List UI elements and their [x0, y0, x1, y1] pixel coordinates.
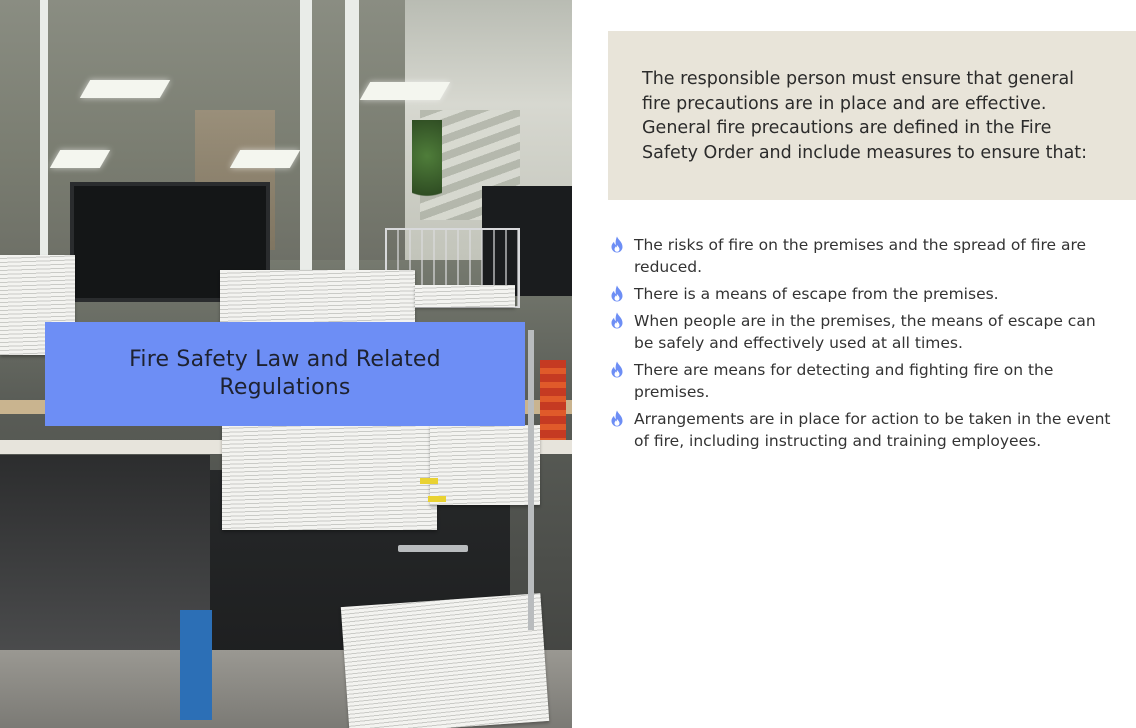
- list-item: [608, 359, 1118, 403]
- photo-ceiling-light: [230, 150, 300, 168]
- intro-panel: [608, 31, 1136, 200]
- list-item: [608, 408, 1118, 452]
- photo-cabinet-handle: [398, 545, 468, 552]
- intro-text: The responsible person must ensure that general fire precautions are in place and are effective. General fire precautions are defined in the Fire Safety Order and include measures to ensure that:: [642, 69, 1088, 163]
- list-item: [608, 283, 1118, 305]
- photo-ceiling-light: [360, 82, 450, 100]
- photo-under-desk: [0, 455, 210, 650]
- photo-paper-tab: [420, 478, 438, 484]
- flame-icon: [609, 285, 625, 303]
- photo-plant: [412, 120, 442, 210]
- list-item: [608, 234, 1118, 278]
- flame-icon: [609, 410, 625, 428]
- flame-icon: [609, 312, 625, 330]
- photo-paper-stack: [415, 285, 515, 307]
- photo-paper-tab: [428, 496, 446, 502]
- precautions-list: [608, 234, 1118, 457]
- photo-paper-stack: [222, 425, 437, 530]
- list-item-text: There are means for detecting and fighting fire on the premises.: [634, 361, 1054, 401]
- photo-red-binders: [540, 360, 566, 440]
- flame-icon: [609, 236, 625, 254]
- photo-bin: [180, 610, 212, 720]
- list-item-text: Arrangements are in place for action to be taken in the event of fire, including instructing and training employees.: [634, 410, 1111, 450]
- title-banner: [45, 322, 525, 426]
- flame-icon: [609, 361, 625, 379]
- photo-trolley-pole: [528, 330, 534, 630]
- photo-paper-stack: [341, 593, 549, 728]
- slide-title: Fire Safety Law and Related Regulations: [129, 347, 441, 400]
- list-item-text: When people are in the premises, the means of escape can be safely and effectively used at all times.: [634, 312, 1096, 352]
- photo-paper-stack: [430, 425, 540, 505]
- photo-ceiling-light: [50, 150, 110, 168]
- list-item: [608, 310, 1118, 354]
- photo-paper-stack: [220, 270, 415, 325]
- list-item-text: The risks of fire on the premises and the spread of fire are reduced.: [634, 236, 1087, 276]
- photo-ceiling-light: [80, 80, 170, 98]
- list-item-text: There is a means of escape from the premises.: [634, 285, 999, 303]
